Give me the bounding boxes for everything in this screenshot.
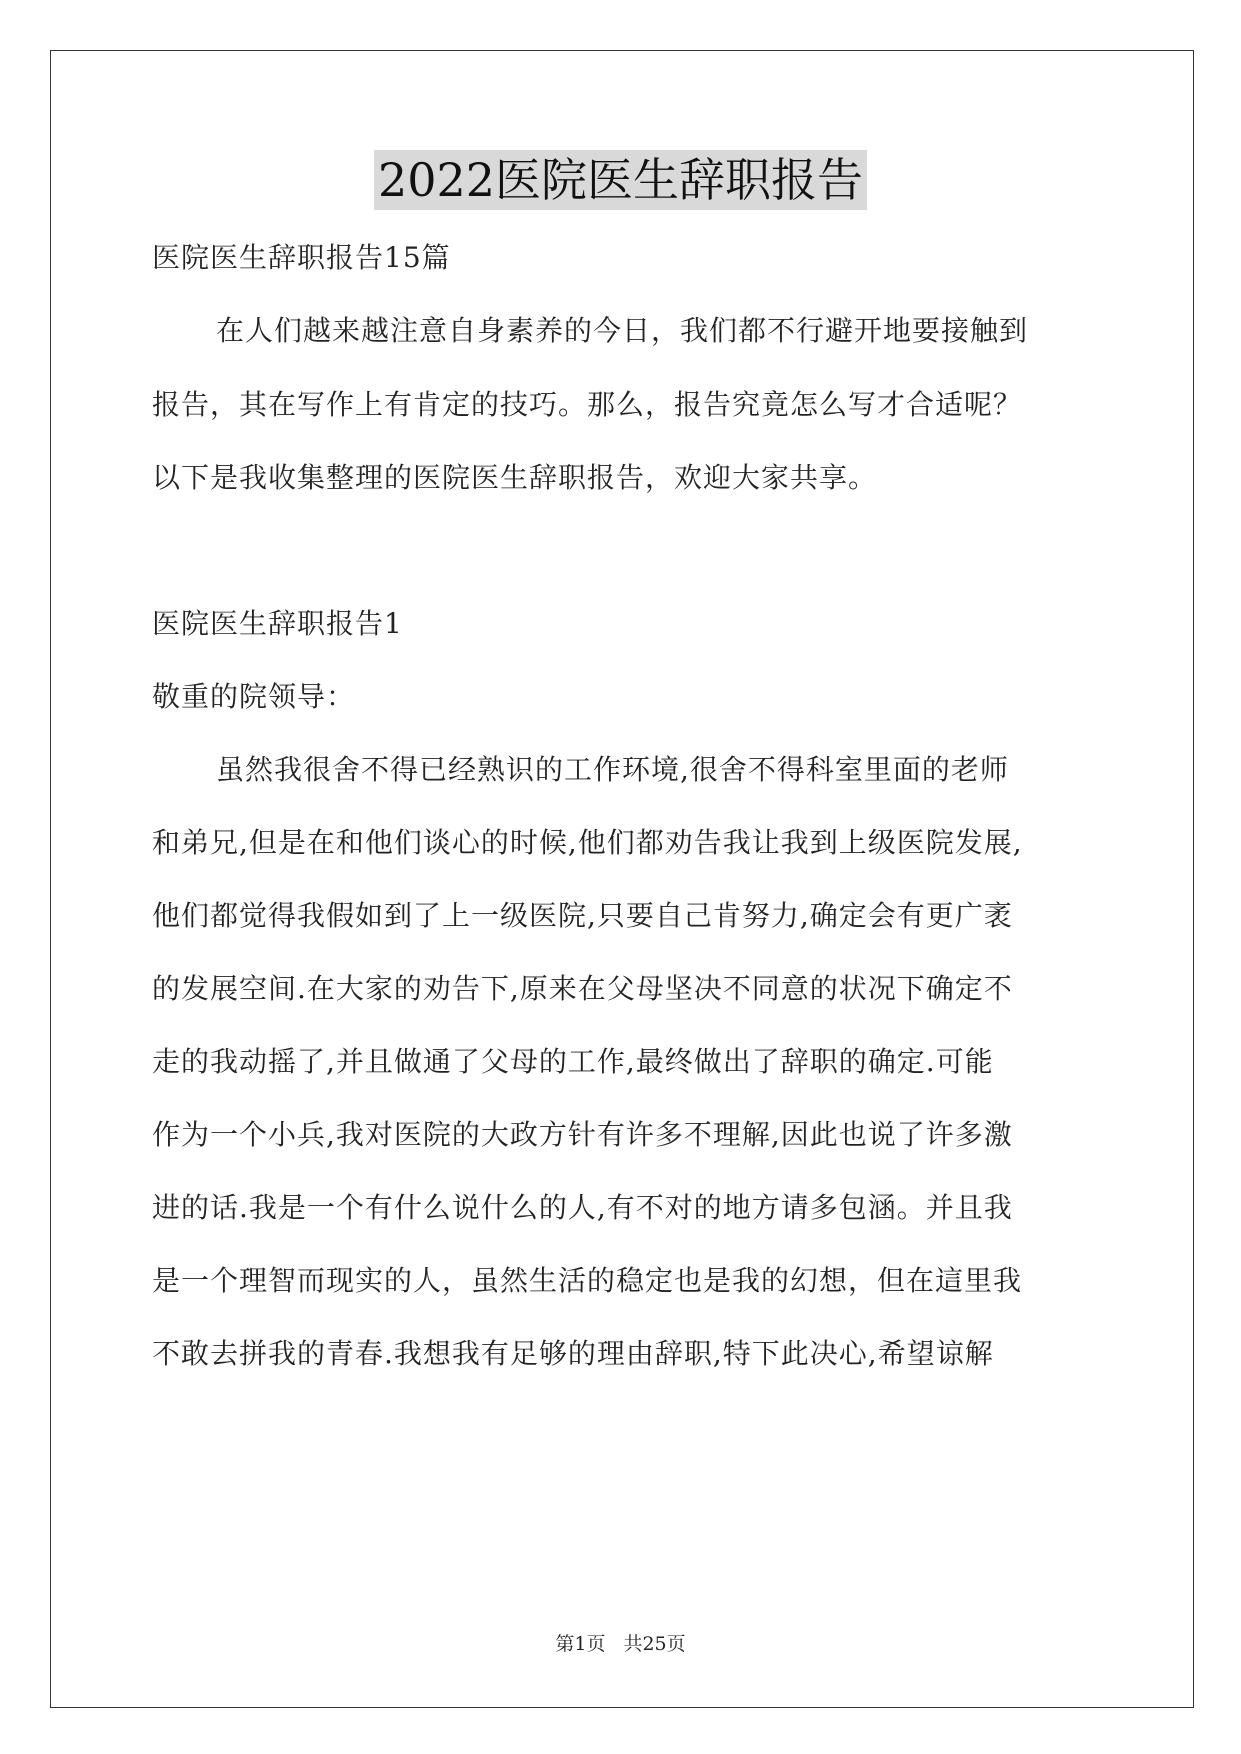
body-line-6: 作为一个小兵,我对医院的大政方针有许多不理解,因此也说了许多激 — [152, 1118, 1013, 1151]
body-line-2: 和弟兄,但是在和他们谈心的时候,他们都劝告我让我到上级医院发展, — [152, 826, 1023, 859]
title-wrap — [0, 150, 1241, 210]
page-footer — [0, 1632, 1241, 1656]
body-line-7: 进的话.我是一个有什么说什么的人,有不对的地方请多包涵。并且我 — [152, 1191, 1013, 1224]
body-line-1: 虽然我很舍不得已经熟识的工作环境,很舍不得科室里面的老师 — [216, 753, 1009, 786]
salutation: 敬重的院领导： — [152, 680, 356, 713]
intro-line-1: 在人们越来越注意自身素养的今日，我们都不行避开地要接触到 — [216, 314, 1029, 347]
body-line-4: 的发展空间.在大家的劝告下,原来在父母坚决不同意的状况下确定不 — [152, 972, 1013, 1005]
page-number: 第1页 — [555, 1633, 606, 1655]
intro-line-3: 以下是我收集整理的医院医生辞职报告，欢迎大家共享。 — [152, 461, 878, 494]
body-line-3: 他们都觉得我假如到了上一级医院,只要自己肯努力,确定会有更广袤 — [152, 899, 1013, 932]
section-heading: 医院医生辞职报告1 — [152, 607, 403, 640]
body-line-8: 是一个理智而现实的人，虽然生活的稳定也是我的幻想，但在這里我 — [152, 1264, 1023, 1297]
body-line-5: 走的我动摇了,并且做通了父母的工作,最终做出了辞职的确定.可能 — [152, 1045, 994, 1078]
page-total: 共25页 — [623, 1633, 686, 1655]
document-title: 2022医院医生辞职报告 — [374, 150, 867, 210]
document-subtitle: 医院医生辞职报告15篇 — [152, 241, 451, 274]
intro-line-2: 报告，其在写作上有肯定的技巧。那么，报告究竟怎么写才合适呢？ — [152, 388, 1023, 421]
page-border — [50, 50, 1194, 1708]
body-line-9: 不敢去拼我的青春.我想我有足够的理由辞职,特下此决心,希望谅解 — [152, 1337, 994, 1370]
